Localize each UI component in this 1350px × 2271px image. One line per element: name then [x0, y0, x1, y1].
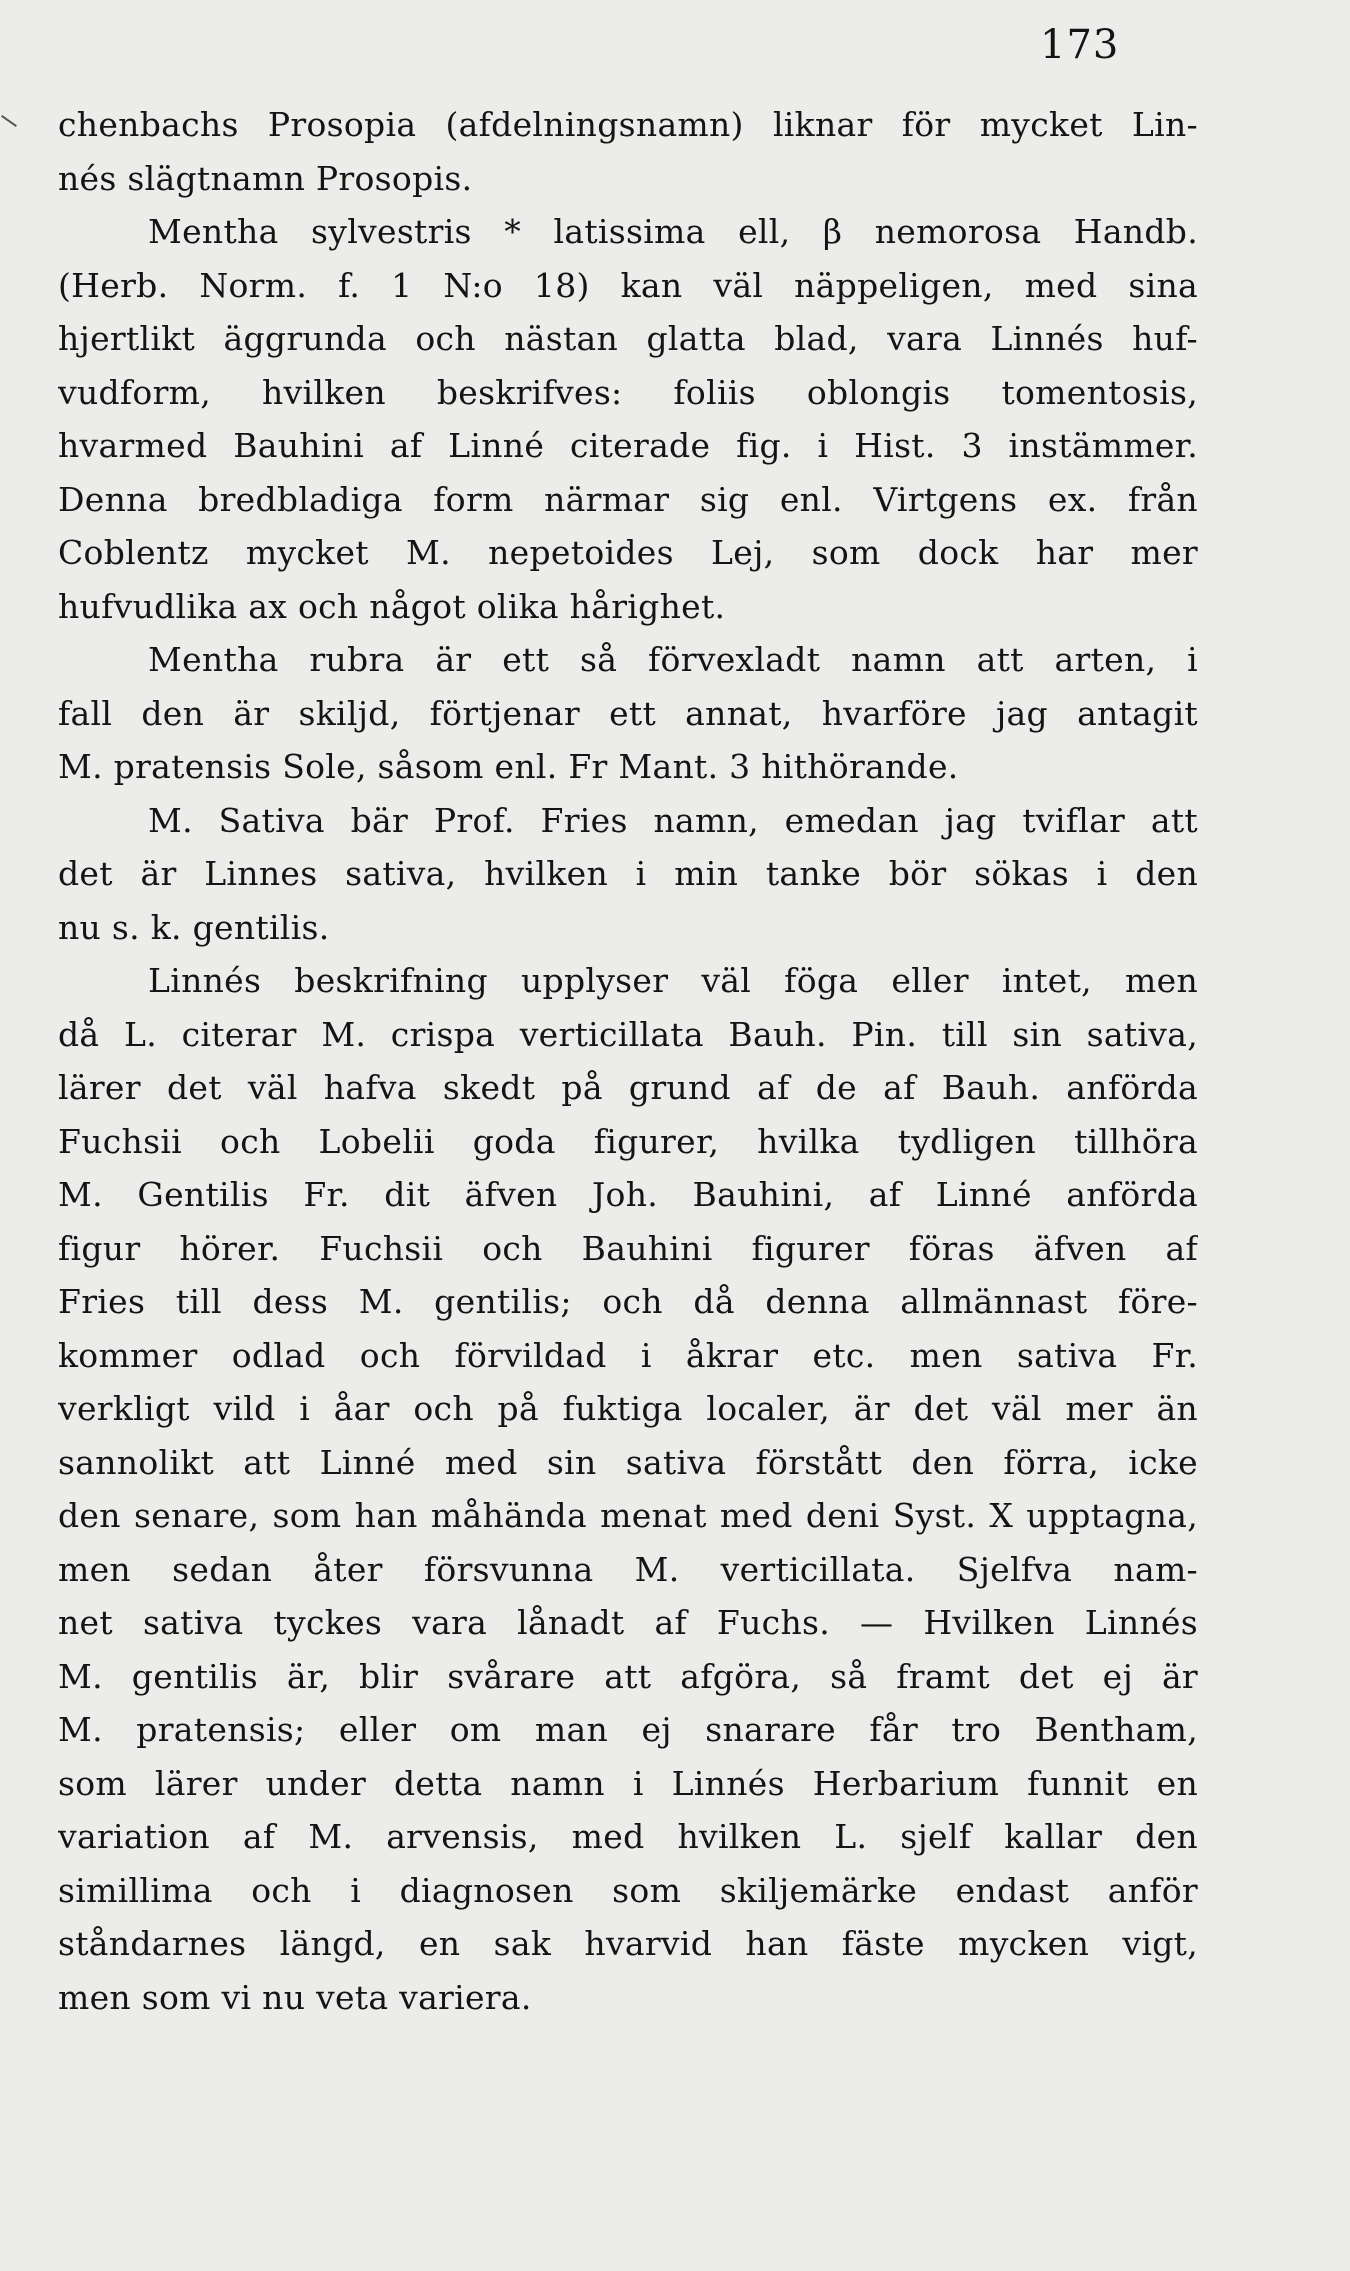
text-line: nu s. k. gentilis.: [58, 907, 330, 947]
text-line: Mentha rubra är ett så förvexladt namn att arten, i: [148, 640, 1198, 679]
text-line: Fuchsii och Lobelii goda figurer, hvilka tydligen tillhöra: [58, 1121, 1198, 1161]
text-line: (Herb. Norm. f. 1 N:o 18) kan väl näppeligen, med sina: [58, 265, 1198, 305]
text-line: variation af M. arvensis, med hvilken L. sjelf kallar den: [58, 1817, 1198, 1856]
text-line: M. pratensis; eller om man ej snarare får tro Bentham,: [58, 1710, 1198, 1749]
text-line: hufvudlika ax och något olika hårighet.: [58, 586, 726, 626]
text-line: Fries till dess M. gentilis; och då denna allmännast före-: [58, 1282, 1198, 1321]
text-line: M. Sativa bär Prof. Fries namn, emedan jag tviflar att: [148, 800, 1198, 840]
text-line: vudform, hvilken beskrifves: foliis oblongis tomentosis,: [58, 372, 1198, 412]
text-line: fall den är skiljd, förtjenar ett annat, hvarföre jag antagit: [58, 693, 1198, 733]
text-line: net sativa tyckes vara lånadt af Fuchs. — Hvilken Linnés: [58, 1603, 1198, 1642]
text-line: verkligt vild i åar och på fuktiga localer, är det väl mer än: [58, 1389, 1198, 1428]
text-line: ståndarnes längd, en sak hvarvid han fäste mycken vigt,: [58, 1924, 1198, 1963]
text-line: den senare, som han måhända menat med deni Syst. X upptagna,: [58, 1496, 1198, 1535]
text-line: Coblentz mycket M. nepetoides Lej, som dock har mer: [58, 533, 1198, 572]
text-line: då L. citerar M. crispa verticillata Bauh. Pin. till sin sativa,: [58, 1014, 1198, 1054]
text-line: kommer odlad och förvildad i åkrar etc. men sativa Fr.: [58, 1335, 1198, 1375]
text-line: simillima och i diagnosen som skiljemärke endast anför: [58, 1870, 1198, 1910]
text-line: M. pratensis Sole, såsom enl. Fr Mant. 3 hithörande.: [58, 747, 959, 786]
text-line: nés slägtnamn Prosopis.: [58, 158, 473, 198]
margin-mark: [1, 115, 17, 127]
text-line: figur hörer. Fuchsii och Bauhini figurer föras äfven af: [58, 1228, 1198, 1268]
text-line: Linnés beskrifning upplyser väl föga eller intet, men: [148, 961, 1198, 1000]
text-line: som lärer under detta namn i Linnés Herbarium funnit en: [58, 1763, 1198, 1803]
text-line: M. gentilis är, blir svårare att afgöra, så framt det ej är: [58, 1656, 1198, 1696]
body-text: [58, 98, 1198, 2024]
text-line: hvarmed Bauhini af Linné citerade fig. i Hist. 3 instämmer.: [58, 426, 1198, 465]
text-line: chenbachs Prosopia (afdelningsnamn) liknar för mycket Lin-: [58, 105, 1198, 144]
text-line: det är Linnes sativa, hvilken i min tanke bör sökas i den: [58, 854, 1198, 893]
text-line: hjertlikt äggrunda och nästan glatta blad, vara Linnés huf-: [58, 319, 1198, 358]
page-number: 173: [1040, 22, 1120, 68]
text-line: sannolikt att Linné med sin sativa förstått den förra, icke: [58, 1442, 1198, 1482]
text-line: men som vi nu veta variera.: [58, 1977, 532, 2017]
text-line: Denna bredbladiga form närmar sig enl. Virtgens ex. från: [58, 479, 1198, 519]
text-line: M. Gentilis Fr. dit äfven Joh. Bauhini, af Linné anförda: [58, 1175, 1198, 1214]
text-line: lärer det väl hafva skedt på grund af de af Bauh. anförda: [58, 1068, 1198, 1107]
text-line: men sedan åter försvunna M. verticillata. Sjelfva nam-: [58, 1549, 1198, 1589]
text-line: Mentha sylvestris * latissima ell, β nemorosa Handb.: [148, 212, 1198, 251]
